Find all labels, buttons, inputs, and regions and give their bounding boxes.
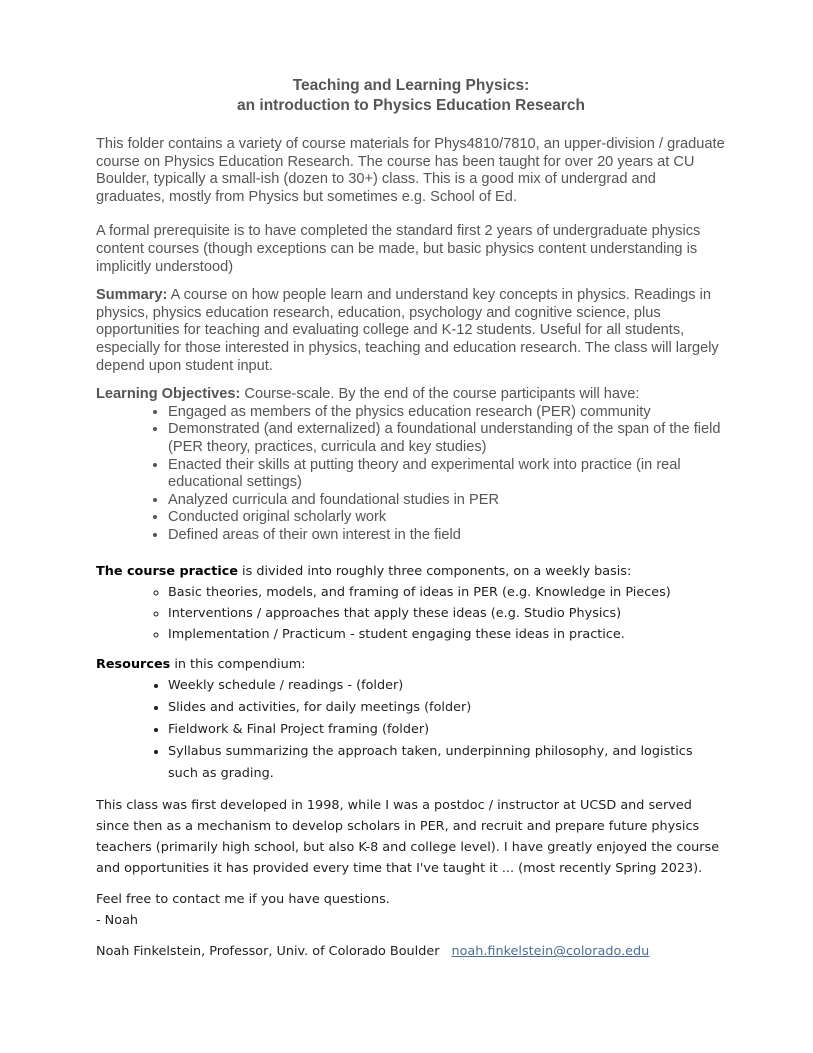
objectives-list [96, 404, 726, 545]
signature: - Noah [96, 913, 139, 929]
practice-list [96, 582, 726, 645]
history-paragraph: This class was first developed in 1998, while I was a postdoc / instructor at UCSD and served since then as a mechanism to develop scholars in PER, and recruit and prepare future physics teachers (primarily high school, but also K-8 and college level). I have greatly enjoyed the course and opportunities it has provided every time that I've taught it ... (most recently Spring 2023). [96, 798, 720, 877]
practice-item: ◦ Basic theories, models, and framing of ideas in PER (e.g. Knowledge in Pieces) [168, 582, 726, 603]
resources-text: in this compendium: [170, 657, 306, 673]
resource-item: • Slides and activities, for daily meetings (folder) [168, 697, 726, 719]
closing-note [96, 889, 726, 931]
objectives-intro [96, 386, 726, 404]
resource-item: • Syllabus summarizing the approach taken, underpinning philosophy, and logistics such as grading. [168, 741, 726, 785]
objective-item: • Analyzed curricula and foundational studies in PER [168, 492, 726, 510]
practice-item: ◦ Implementation / Practicum - student engaging these ideas in practice. [168, 624, 726, 645]
title-line-1: Teaching and Learning Physics: [292, 77, 530, 94]
objective-item: • Conducted original scholarly work [168, 509, 726, 527]
objective-item: • Defined areas of their own interest in the field [168, 527, 726, 545]
objective-item: • Demonstrated (and externalized) a foundational understanding of the span of the field (PER theory, practices, curricula and key studies) [168, 421, 726, 456]
title-line-2: an introduction to Physics Education Research [237, 97, 585, 114]
practice-item: ◦ Interventions / approaches that apply these ideas (e.g. Studio Physics) [168, 603, 726, 624]
practice-label: The course practice [96, 564, 238, 580]
resources-list [96, 675, 726, 785]
resource-item: • Fieldwork & Final Project framing (folder) [168, 719, 726, 741]
resource-item: • Weekly schedule / readings - (folder) [168, 675, 726, 697]
resources-label: Resources [96, 657, 171, 673]
practice-intro [96, 561, 726, 582]
document-title [96, 76, 726, 116]
objectives-text: Course-scale. By the end of the course participants will have: [240, 386, 640, 403]
email-link[interactable]: noah.finkelstein@colorado.edu [451, 944, 650, 960]
intro-paragraph-1: This folder contains a variety of course materials for Phys4810/7810, an upper-division / graduate course on Physics Education Research. The course has been taught for over 20 years at CU Boulder, typically a small-ish (dozen to 30+) class. This is a good mix of undergrad and graduates, mostly from Physics but sometimes e.g. School of Ed. [96, 136, 725, 205]
objective-item: • Engaged as members of the physics education research (PER) community [168, 404, 726, 422]
summary-text: A course on how people learn and understand key concepts in physics. Readings in physics, physics education research, education, psychology and cognitive science, plus opportunities for teaching and evaluating college and K-12 students. Useful for all students, especially for those interested in physics, teaching and education research. The class will largely depend upon student input. [96, 287, 719, 374]
summary-paragraph [96, 287, 726, 375]
intro-paragraph-2: A formal prerequisite is to have completed the standard first 2 years of undergraduate physics content courses (though exceptions can be made, but basic physics content understanding is implicitly understood) [96, 223, 701, 275]
document-page [96, 76, 726, 972]
author-name: Noah Finkelstein, Professor, Univ. of Colorado Boulder [96, 944, 440, 960]
resources-intro [96, 654, 726, 675]
contact-line [96, 941, 726, 962]
summary-label: Summary: [96, 287, 168, 304]
closing-line-1: Feel free to contact me if you have questions. [96, 892, 390, 908]
objectives-label: Learning Objectives: [96, 386, 241, 403]
practice-text: is divided into roughly three components, on a weekly basis: [237, 564, 632, 580]
course-details-section [96, 561, 726, 962]
objective-item: • Enacted their skills at putting theory and experimental work into practice (in real educational settings) [168, 457, 726, 492]
